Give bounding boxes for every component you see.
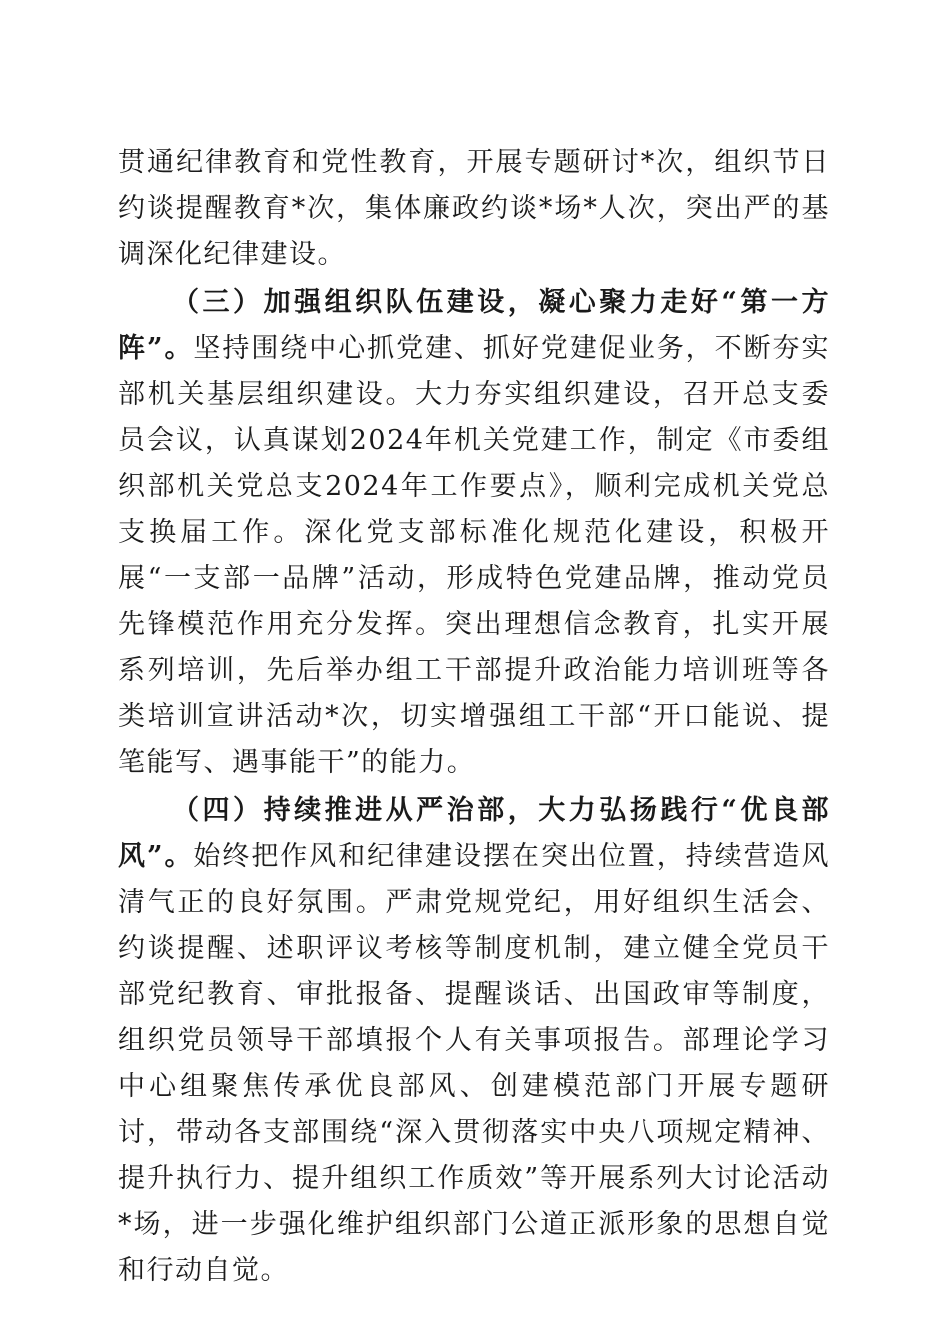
section-heading-3: （三）加强组织队伍建设，凝心聚力走好“第一方阵”。 [118,287,830,364]
paragraph-strict-governance [118,788,830,1294]
paragraph-discipline-education [118,140,830,278]
paragraph-organization-team [118,280,830,786]
section-heading-4: （四）持续推进从严治部，大力弘扬践行“优良部风”。 [118,795,830,872]
paragraph-text: 始终把作风和纪律建设摆在突出位置，持续营造风清气正的良好氛围。严肃党规党纪，用好组织生活会、约谈提醒、述职评议考核等制度机制，建立健全党员干部党纪教育、审批报备、提醒谈话、出国政审等制度，组织党员领导干部填报个人有关事项报告。部理论学习中心组聚焦传承优良部风、创建模范部门开展专题研讨，带动各支部围绕“深入贯彻落实中央八项规定精神、提升执行力、提升组织工作质效”等开展系列大讨论活动*场，进一步强化维护组织部门公道正派形象的思想自觉和行动自觉。 [118,841,831,1286]
paragraph-text: 贯通纪律教育和党性教育，开展专题研讨*次，组织节日约谈提醒教育*次，集体廉政约谈*场*人次，突出严的基调深化纪律建设。 [118,147,830,270]
document-body [118,140,830,1294]
paragraph-text: 坚持围绕中心抓党建、抓好党建促业务，不断夯实部机关基层组织建设。大力夯实组织建设，召开总支委员会议，认真谋划2024年机关党建工作，制定《市委组织部机关党总支2024年工作要点》，顺利完成机关党总支换届工作。深化党支部标准化规范化建设，积极开展“一支部一品牌”活动，形成特色党建品牌，推动党员先锋模范作用充分发挥。突出理想信念教育，扎实开展系列培训，先后举办组工干部提升政治能力培训班等各类培训宣讲活动*次，切实增强组工干部“开口能说、提笔能写、遇事能干”的能力。 [118,333,831,778]
